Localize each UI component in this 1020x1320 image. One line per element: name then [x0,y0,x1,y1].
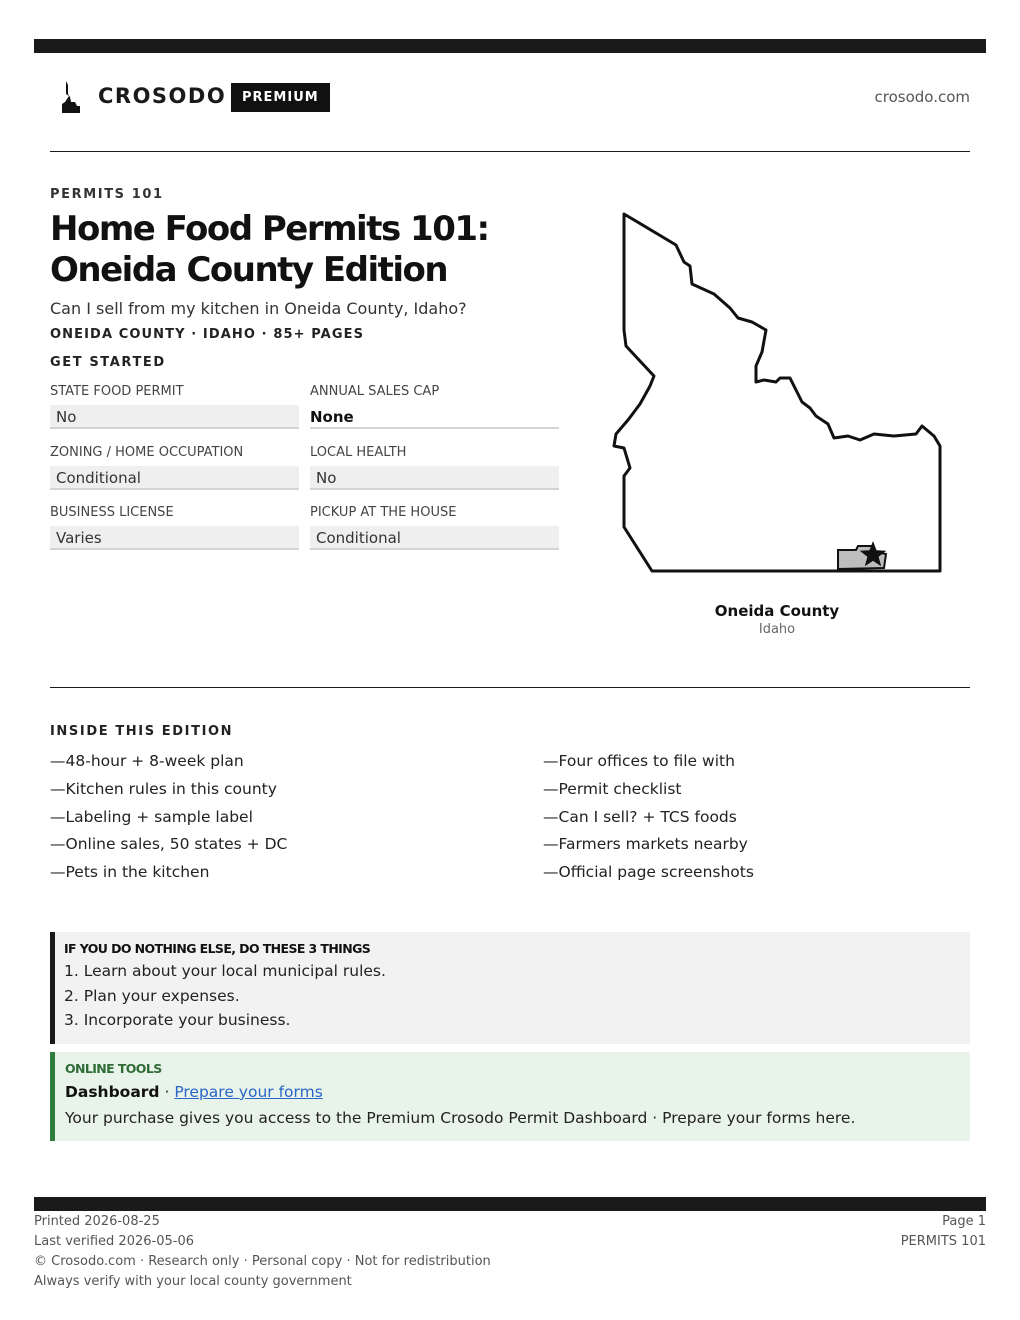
premium-badge: PREMIUM [231,83,330,112]
top-rule-bar [34,39,986,53]
field-business-license [50,504,299,550]
section-kicker: PERMITS 101 [50,187,164,202]
callout-item: 1. Learn about your local municipal rules. [64,962,386,980]
section-divider [50,687,970,688]
field-value: Conditional [310,526,559,550]
field-label: LOCAL HEALTH [310,445,407,460]
header [50,78,970,118]
map-caption [677,602,877,637]
verify-note: Always verify with your local county government [34,1274,352,1289]
brand-name: CROSODO [98,84,227,108]
three-things-callout [50,932,970,1044]
page-title: Home Food Permits 101: Oneida County Edition [50,209,489,290]
field-annual-sales-cap [310,383,559,429]
field-label: ANNUAL SALES CAP [310,384,440,399]
field-value: Conditional [50,466,299,490]
list-item: —Can I sell? + TCS foods [543,807,737,826]
idaho-logo-icon [58,80,82,114]
separator: · [159,1083,175,1101]
printed-date: Printed 2026-08-25 [34,1214,160,1229]
inside-list-left [50,750,287,889]
online-tools-callout [50,1052,970,1141]
site-url[interactable]: crosodo.com [874,88,970,106]
footer-right [901,1212,986,1252]
list-item: —Four offices to file with [543,752,735,770]
field-zoning [50,444,299,490]
field-pickup-at-house [310,504,559,550]
tools-description: Your purchase gives you access to the Premium Crosodo Permit Dashboard · Prepare your forms here. [65,1109,856,1127]
header-divider [50,151,970,152]
page-subtitle: Can I sell from my kitchen in Oneida County, Idaho? [50,299,467,318]
field-value: Varies [50,526,299,550]
list-item: —Permit checklist [543,779,682,798]
copyright-note: © Crosodo.com · Research only · Personal copy · Not for redistribution [34,1254,491,1269]
footer-rule-bar [34,1197,986,1211]
list-item: —48-hour + 8-week plan [50,752,244,770]
list-item: —Official page screenshots [543,863,754,882]
list-item: —Farmers markets nearby [543,835,748,854]
map-county-name: Oneida County [714,602,840,620]
dashboard-label: Dashboard [65,1083,160,1101]
footer-section: PERMITS 101 [900,1234,986,1249]
footer-left [34,1212,491,1292]
prepare-forms-link[interactable]: Prepare your forms [174,1083,323,1101]
callout-item: 3. Incorporate your business. [64,1011,291,1030]
list-item: —Kitchen rules in this county [50,779,277,798]
idaho-state-outline [614,214,940,571]
field-label: STATE FOOD PERMIT [50,384,184,399]
field-value: None [310,405,559,429]
field-label: PICKUP AT THE HOUSE [310,505,457,520]
field-state-food-permit [50,383,299,429]
verified-date: Last verified 2026-05-06 [34,1234,194,1249]
field-label: ZONING / HOME OCCUPATION [50,445,244,460]
list-item: —Pets in the kitchen [50,863,210,882]
field-local-health [310,444,559,490]
get-started-heading: GET STARTED [50,355,166,370]
field-value: No [50,405,299,429]
callout-item: 2. Plan your expenses. [64,986,240,1005]
page-number: Page 1 [942,1214,986,1229]
inside-list-right [543,750,754,889]
tools-heading: ONLINE TOOLS [65,1061,162,1076]
inside-edition-heading: INSIDE THIS EDITION [50,724,234,739]
map-state-name: Idaho [758,622,796,637]
field-label: BUSINESS LICENSE [50,505,174,520]
list-item: —Labeling + sample label [50,807,253,826]
field-value: No [310,466,559,490]
tools-link-row [65,1079,970,1105]
idaho-county-map [600,200,960,590]
edition-meta: ONEIDA COUNTY · IDAHO · 85+ PAGES [50,327,365,342]
list-item: —Online sales, 50 states + DC [50,835,288,854]
callout-heading: IF YOU DO NOTHING ELSE, DO THESE 3 THINGS [64,941,371,956]
